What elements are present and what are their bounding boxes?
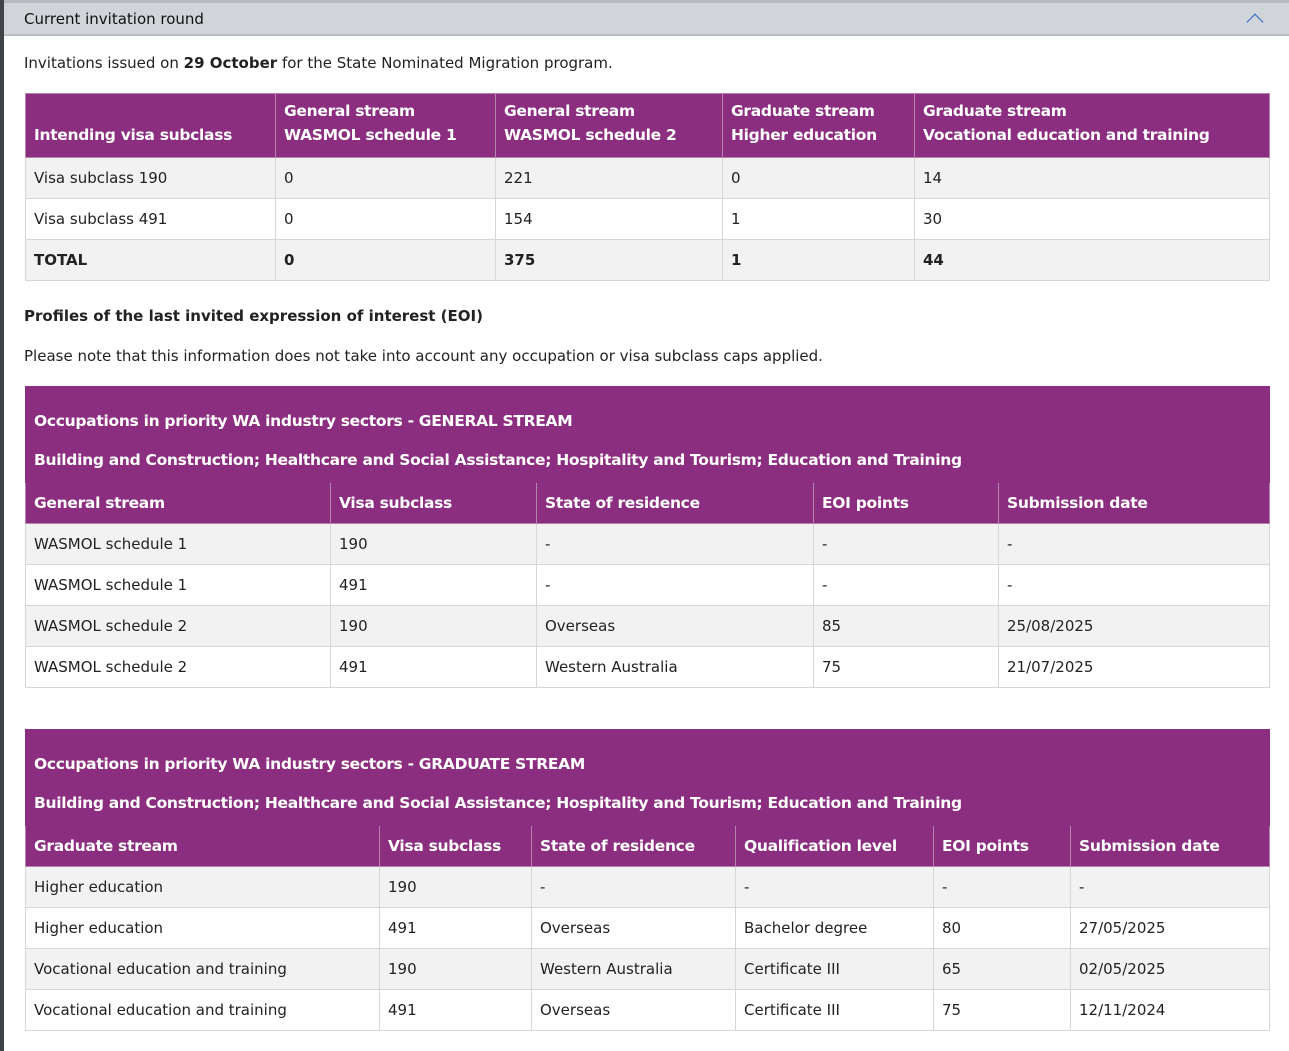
table-cell: 44: [915, 240, 1270, 281]
table-row: [26, 606, 1270, 647]
table-cell: 154: [496, 199, 723, 240]
table-cell: Vocational education and training: [26, 990, 380, 1031]
column-header: [915, 94, 1270, 158]
table-cell: 65: [934, 949, 1071, 990]
table-title: Occupations in priority WA industry sectors - GRADUATE STREAM: [34, 754, 585, 773]
table-cell: Overseas: [532, 908, 736, 949]
header-line: Intending visa subclass: [34, 126, 233, 144]
table-cell: Vocational education and training: [26, 949, 380, 990]
table-cell: -: [999, 565, 1270, 606]
table-cell: WASMOL schedule 2: [26, 647, 331, 688]
table-cell: Certificate III: [736, 990, 934, 1031]
table-sectors: Building and Construction; Healthcare and Social Assistance; Hospitality and Tourism; Education and Training: [34, 793, 962, 812]
table-cell: Certificate III: [736, 949, 934, 990]
table-cell: 375: [496, 240, 723, 281]
table-cell: 190: [380, 867, 532, 908]
table-cell: 190: [380, 949, 532, 990]
table-header-row: [26, 483, 1270, 524]
table-caption: [26, 387, 1270, 483]
table-cell: Higher education: [26, 908, 380, 949]
table-cell: 221: [496, 158, 723, 199]
table-cell: 491: [380, 908, 532, 949]
header-line: Vocational education and training: [923, 126, 1210, 144]
table-cell: 491: [331, 565, 537, 606]
general-stream-table: [25, 386, 1270, 688]
table-cell: 25/08/2025: [999, 606, 1270, 647]
table-cell: -: [814, 524, 999, 565]
column-header: [276, 94, 496, 158]
table-cell: 190: [331, 606, 537, 647]
table-cell: 0: [276, 199, 496, 240]
column-header: [26, 94, 276, 158]
table-row: [26, 867, 1270, 908]
column-header: [496, 94, 723, 158]
table-cell: -: [934, 867, 1071, 908]
column-header: General stream: [26, 483, 331, 524]
header-line: WASMOL schedule 1: [284, 126, 457, 144]
table-cell: -: [1071, 867, 1270, 908]
table-cell: -: [814, 565, 999, 606]
table-cell: WASMOL schedule 2: [26, 606, 331, 647]
table-cell: 12/11/2024: [1071, 990, 1270, 1031]
column-header: Qualification level: [736, 826, 934, 867]
profiles-note: Please note that this information does not take into account any occupation or visa subclass caps applied.: [24, 347, 823, 365]
table-cell: -: [999, 524, 1270, 565]
table-cell: Visa subclass 190: [26, 158, 276, 199]
table-cell: 0: [276, 240, 496, 281]
table-cell: WASMOL schedule 1: [26, 565, 331, 606]
profiles-heading: Profiles of the last invited expression of interest (EOI): [24, 307, 483, 325]
column-header: Submission date: [999, 483, 1270, 524]
table-cell: 75: [934, 990, 1071, 1031]
table-cell: 1: [723, 199, 915, 240]
table-cell: Western Australia: [532, 949, 736, 990]
table-header-row: [26, 826, 1270, 867]
header-line: WASMOL schedule 2: [504, 126, 677, 144]
table-row: [26, 240, 1270, 281]
column-header: EOI points: [934, 826, 1071, 867]
chevron-up-icon[interactable]: [1247, 14, 1264, 31]
table-cell: 190: [331, 524, 537, 565]
table-row: [26, 990, 1270, 1031]
column-header: [723, 94, 915, 158]
table-row: [26, 199, 1270, 240]
table-cell: 75: [814, 647, 999, 688]
table-cell: 85: [814, 606, 999, 647]
table-cell: 0: [723, 158, 915, 199]
table-row: [26, 949, 1270, 990]
table-cell: 21/07/2025: [999, 647, 1270, 688]
column-header: Visa subclass: [331, 483, 537, 524]
intro-text: Invitations issued on 29 October for the State Nominated Migration program.: [24, 54, 613, 72]
table-cell: Overseas: [532, 990, 736, 1031]
header-line: Higher education: [731, 126, 877, 144]
table-cell: -: [736, 867, 934, 908]
table-row: [26, 524, 1270, 565]
table-row: [26, 565, 1270, 606]
column-header: State of residence: [537, 483, 814, 524]
header-line: Graduate stream: [923, 102, 1067, 120]
table-cell: Higher education: [26, 867, 380, 908]
table-cell: 80: [934, 908, 1071, 949]
table-cell: 02/05/2025: [1071, 949, 1270, 990]
table-cell: WASMOL schedule 1: [26, 524, 331, 565]
accordion-title: Current invitation round: [24, 9, 204, 28]
table-cell: TOTAL: [26, 240, 276, 281]
column-header: Visa subclass: [380, 826, 532, 867]
table-cell: -: [537, 565, 814, 606]
table-row: [26, 908, 1270, 949]
table-cell: Overseas: [537, 606, 814, 647]
left-edge-bar: [0, 0, 4, 1051]
table-cell: 30: [915, 199, 1270, 240]
table-cell: Visa subclass 491: [26, 199, 276, 240]
graduate-stream-table: [25, 729, 1270, 1031]
table-sectors: Building and Construction; Healthcare and Social Assistance; Hospitality and Tourism; Education and Training: [34, 450, 962, 469]
table-caption: [26, 730, 1270, 826]
table-cell: -: [532, 867, 736, 908]
column-header: State of residence: [532, 826, 736, 867]
invitations-table: [25, 93, 1270, 281]
column-header: EOI points: [814, 483, 999, 524]
table-cell: 491: [380, 990, 532, 1031]
table-cell: -: [537, 524, 814, 565]
table-row: [26, 158, 1270, 199]
header-line: General stream: [284, 102, 415, 120]
table-cell: Bachelor degree: [736, 908, 934, 949]
header-line: General stream: [504, 102, 635, 120]
table-cell: 491: [331, 647, 537, 688]
column-header: Submission date: [1071, 826, 1270, 867]
table-header-row: [26, 94, 1270, 158]
table-cell: Western Australia: [537, 647, 814, 688]
table-cell: 0: [276, 158, 496, 199]
column-header: Graduate stream: [26, 826, 380, 867]
accordion-current-invitation-round[interactable]: [4, 3, 1289, 36]
table-row: [26, 647, 1270, 688]
table-cell: 14: [915, 158, 1270, 199]
table-cell: 1: [723, 240, 915, 281]
invitation-date: 29 October: [183, 54, 278, 72]
table-title: Occupations in priority WA industry sectors - GENERAL STREAM: [34, 411, 573, 430]
header-line: Graduate stream: [731, 102, 875, 120]
table-cell: 27/05/2025: [1071, 908, 1270, 949]
